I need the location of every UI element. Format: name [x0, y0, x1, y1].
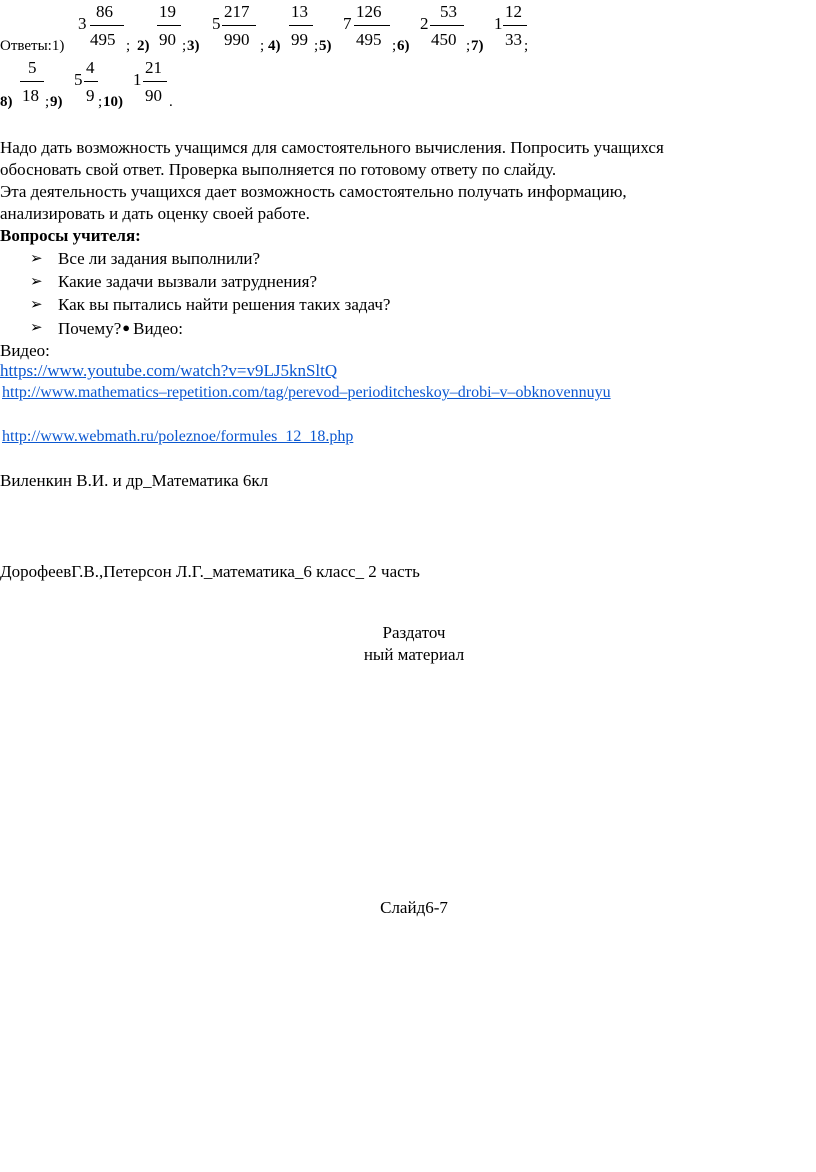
whole-part: 1 — [133, 70, 142, 89]
denominator: 495 — [90, 30, 116, 49]
fraction-bar — [354, 25, 390, 26]
mathematics-link[interactable]: http://www.mathematics–repetition.com/tag/perevod–perioditcheskoy–drobi–v–obknovennuyu — [2, 384, 611, 401]
separator: ; — [98, 94, 103, 110]
whole-part: 5 — [74, 70, 83, 89]
paragraph-line: Эта деятельность учащихся дает возможность самостоятельно получать информацию, — [0, 182, 627, 201]
fraction-bar — [90, 25, 124, 26]
numerator: 4 — [86, 58, 95, 77]
numerator: 21 — [145, 58, 162, 77]
denominator: 18 — [22, 86, 39, 105]
separator: . — [169, 94, 173, 110]
arrow-bullet-icon: ➢ — [30, 297, 43, 313]
reference-dorofeev: ДорофеевГ.В.,Петерсон Л.Г._математика_6 класс_ 2 часть — [0, 562, 420, 581]
fraction-bar — [222, 25, 256, 26]
question-item: Все ли задания выполнили? — [58, 249, 261, 268]
fraction-bar — [143, 81, 167, 82]
separator: ; — [182, 38, 187, 54]
fraction-bar — [157, 25, 181, 26]
whole-part: 1 — [494, 14, 503, 33]
denominator: 90 — [159, 30, 176, 49]
whole-part: 7 — [343, 14, 352, 33]
numerator: 13 — [291, 2, 308, 21]
dot-bullet-icon: ● — [122, 320, 131, 335]
answer-number: 7) — [471, 38, 484, 54]
numerator: 5 — [28, 58, 37, 77]
question-item: Как вы пытались найти решения таких задач? — [58, 295, 391, 314]
answers-row2-label: 8) — [0, 94, 13, 110]
numerator: 53 — [440, 2, 457, 21]
answer-number: 4) — [268, 38, 281, 54]
arrow-bullet-icon: ➢ — [30, 320, 43, 336]
answer-number: 10) — [103, 94, 123, 110]
paragraph-line: обосновать свой ответ. Проверка выполняется по готовому ответу по слайду. — [0, 160, 557, 179]
separator: ; — [45, 94, 50, 110]
paragraph-line: Надо дать возможность учащимся для самостоятельного вычисления. Попросить учащихся — [0, 138, 664, 157]
denominator: 99 — [291, 30, 308, 49]
fraction-bar — [20, 81, 44, 82]
whole-part: 5 — [212, 14, 221, 33]
arrow-bullet-icon: ➢ — [30, 274, 43, 290]
answer-number: 3) — [187, 38, 200, 54]
reference-vilenkin: Виленкин В.И. и др_Математика 6кл — [0, 471, 269, 490]
video-label: Видео: — [0, 341, 50, 360]
arrow-bullet-icon: ➢ — [30, 251, 43, 267]
question-item: Какие задачи вызвали затруднения? — [58, 272, 317, 291]
separator: ; — [260, 38, 265, 54]
numerator: 217 — [224, 2, 250, 21]
webmath-link[interactable]: http://www.webmath.ru/poleznoe/formules_12_18.php — [2, 428, 354, 445]
questions-heading: Вопросы учителя: — [0, 226, 141, 245]
handout-line-2: ный материал — [363, 645, 465, 664]
handout-line-1: Раздаточ — [382, 623, 446, 642]
whole-part: 3 — [78, 14, 87, 33]
separator: ; — [524, 38, 529, 54]
answer-number: 6) — [397, 38, 410, 54]
denominator: 495 — [356, 30, 382, 49]
separator: ; — [392, 38, 397, 54]
numerator: 12 — [505, 2, 522, 21]
numerator: 126 — [356, 2, 382, 21]
answer-number: 2) — [137, 38, 150, 54]
denominator: 990 — [224, 30, 250, 49]
denominator: 33 — [505, 30, 522, 49]
fraction-bar — [289, 25, 313, 26]
numerator: 19 — [159, 2, 176, 21]
whole-part: 2 — [420, 14, 429, 33]
separator: ; — [314, 38, 319, 54]
separator: ; — [466, 38, 471, 54]
answer-number: 5) — [319, 38, 332, 54]
denominator: 450 — [431, 30, 457, 49]
slide-label: Слайд6-7 — [380, 898, 448, 917]
answer-number: 9) — [50, 94, 63, 110]
question-item-text: Видео: — [133, 319, 183, 338]
fraction-bar — [84, 81, 98, 82]
youtube-link[interactable]: https://www.youtube.com/watch?v=v9LJ5knSltQ — [0, 361, 338, 380]
separator: ; — [126, 38, 131, 54]
answers-label: Ответы:1) — [0, 38, 65, 54]
paragraph-line: анализировать и дать оценку своей работе. — [0, 204, 310, 223]
numerator: 86 — [96, 2, 113, 21]
denominator: 9 — [86, 86, 95, 105]
question-item-text: Почему? — [58, 319, 122, 338]
denominator: 90 — [145, 86, 162, 105]
fraction-bar — [503, 25, 527, 26]
question-item — [58, 316, 183, 340]
fraction-bar — [430, 25, 464, 26]
